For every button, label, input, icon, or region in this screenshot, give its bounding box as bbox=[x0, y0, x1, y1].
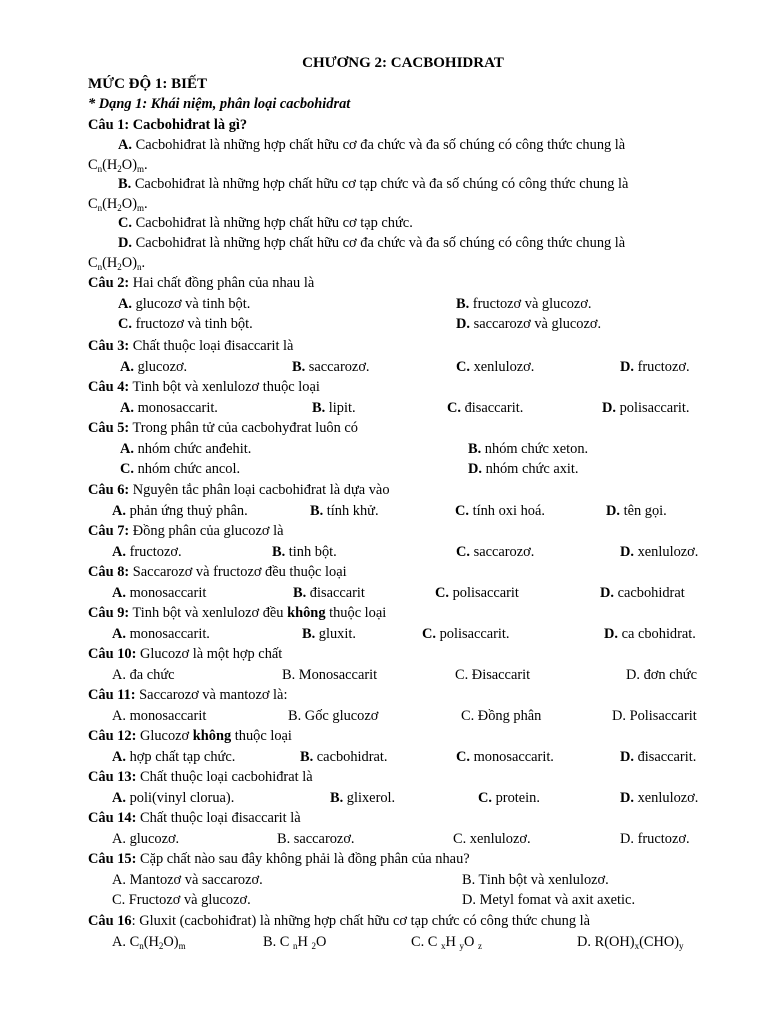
option-text: fructozơ. bbox=[129, 544, 182, 560]
question-11-option-a bbox=[112, 706, 206, 726]
option-text: C $_x$H $_y$O $_z$ bbox=[427, 934, 482, 951]
option-text: phản ứng thuỷ phân. bbox=[129, 503, 248, 519]
question-16-option-b bbox=[263, 932, 326, 956]
question-11-number: Câu 11: bbox=[88, 687, 136, 703]
question-7-option-a bbox=[112, 542, 182, 562]
question-3-option-a bbox=[120, 357, 187, 377]
option-letter: B. bbox=[310, 503, 327, 519]
option-text: Tinh bột và xenlulozơ. bbox=[478, 872, 609, 888]
question-9-text: Tinh bột và xenlulozơ đều bbox=[129, 605, 288, 621]
option-text: glixerol. bbox=[346, 790, 396, 806]
question-13-option-a bbox=[112, 788, 234, 808]
question-14-option-a bbox=[112, 829, 179, 849]
option-text: C $_n$H $_2$O bbox=[279, 934, 327, 951]
option-text: glucozơ. bbox=[137, 359, 188, 375]
option-letter: B. bbox=[293, 585, 310, 601]
option-text: Monosaccarit bbox=[298, 667, 378, 683]
question-3-stem bbox=[88, 336, 293, 356]
option-letter: D. bbox=[606, 503, 624, 519]
question-5-option-b bbox=[468, 439, 588, 459]
question-2-option-b bbox=[456, 294, 592, 314]
question-8-stem bbox=[88, 562, 347, 582]
question-14-option-c bbox=[453, 829, 531, 849]
question-9-number: Câu 9: bbox=[88, 605, 130, 621]
question-16-option-a bbox=[112, 932, 186, 956]
option-letter: C. bbox=[118, 316, 136, 332]
question-2-option-c bbox=[118, 314, 253, 334]
question-12-stem bbox=[88, 726, 292, 746]
option-letter: C. bbox=[456, 749, 474, 765]
question-3-option-d bbox=[620, 357, 690, 377]
option-letter: D. bbox=[620, 359, 638, 375]
question-9-option-b bbox=[302, 624, 356, 644]
question-16-option-d bbox=[577, 932, 684, 956]
question-11-option-d bbox=[612, 706, 697, 726]
option-text: glucozơ và tinh bột. bbox=[135, 296, 251, 312]
question-10-option-c bbox=[455, 665, 530, 685]
option-text: saccarozơ. bbox=[293, 831, 355, 847]
option-text: polisaccarit. bbox=[619, 400, 690, 416]
question-5-option-c bbox=[120, 459, 240, 479]
question-12-text-end: thuộc loại bbox=[231, 728, 292, 744]
question-3-text: Chất thuộc loại đisaccarit là bbox=[129, 338, 294, 354]
option-letter: A. bbox=[120, 400, 138, 416]
option-text: monosaccarit. bbox=[129, 626, 210, 642]
question-9-text-end: thuộc loại bbox=[325, 605, 387, 621]
q1-b-letter: B. bbox=[118, 176, 132, 192]
option-letter: C. bbox=[453, 831, 470, 847]
option-text: xenlulozơ. bbox=[473, 359, 535, 375]
option-letter: A. bbox=[112, 585, 130, 601]
option-text: đơn chức bbox=[643, 667, 697, 683]
question-10-option-a bbox=[112, 665, 175, 685]
q1-b-formula: $C_n(H_2O)_m$. bbox=[88, 195, 148, 213]
option-text: tên gọi. bbox=[623, 503, 667, 519]
question-6-option-c bbox=[455, 501, 545, 521]
question-13-option-b bbox=[330, 788, 395, 808]
question-15-option-a bbox=[112, 870, 263, 890]
q1-a-letter: A. bbox=[118, 137, 132, 153]
option-text: glucozơ. bbox=[129, 831, 180, 847]
option-text: đisaccarit. bbox=[637, 749, 697, 765]
question-13-number: Câu 13: bbox=[88, 769, 137, 785]
question-13-text: Chất thuộc loại cacbohiđrat là bbox=[136, 769, 313, 785]
option-text: gluxit. bbox=[318, 626, 356, 642]
option-text: cacbohidrat bbox=[617, 585, 685, 601]
question-5-option-a bbox=[120, 439, 251, 459]
option-letter: B. bbox=[292, 359, 309, 375]
option-letter: A. bbox=[112, 503, 130, 519]
option-text: nhóm chức ancol. bbox=[137, 461, 241, 477]
question-5-number: Câu 5: bbox=[88, 420, 130, 436]
option-letter: D. bbox=[620, 790, 638, 806]
option-text: Metyl fomat và axit axetic. bbox=[479, 892, 636, 908]
question-9-option-a bbox=[112, 624, 210, 644]
option-letter: C. bbox=[411, 934, 428, 950]
option-text: monosaccarit. bbox=[473, 749, 554, 765]
question-12-emphasis: không bbox=[192, 728, 232, 744]
question-5-text: Trong phân tử của cacbohyđrat luôn có bbox=[129, 420, 358, 436]
q1-c-text: Cacbohiđrat là những hợp chất hữu cơ tạp chức. bbox=[135, 215, 413, 231]
question-6-option-d bbox=[606, 501, 667, 521]
question-4-option-d bbox=[602, 398, 690, 418]
question-5-option-d bbox=[468, 459, 579, 479]
option-text: tinh bột. bbox=[288, 544, 337, 560]
option-text: $R(OH)_x(CHO)_y$ bbox=[594, 934, 684, 951]
question-3-option-b bbox=[292, 357, 370, 377]
option-text: saccarozơ và glucozơ. bbox=[473, 316, 602, 332]
option-letter: C. bbox=[112, 892, 129, 908]
question-11-stem bbox=[88, 685, 287, 705]
section-title: * Dạng 1: Khái niệm, phân loại cacbohidrat bbox=[88, 96, 351, 112]
option-text: Mantozơ và saccarozơ. bbox=[129, 872, 263, 888]
option-letter: B. bbox=[312, 400, 329, 416]
option-letter: D. bbox=[468, 461, 486, 477]
question-8-text: Saccarozơ và fructozơ đều thuộc loại bbox=[129, 564, 347, 580]
question-8-option-c bbox=[435, 583, 519, 603]
option-text: fructozơ và glucozơ. bbox=[472, 296, 592, 312]
option-letter: A. bbox=[112, 626, 130, 642]
question-16-stem bbox=[88, 911, 590, 931]
option-text: Đisaccarit bbox=[471, 667, 531, 683]
option-letter: D. bbox=[620, 831, 638, 847]
question-13-option-d bbox=[620, 788, 698, 808]
question-11-text: Saccarozơ và mantozơ là: bbox=[135, 687, 288, 703]
question-7-option-c bbox=[456, 542, 534, 562]
option-text: polisaccarit bbox=[452, 585, 519, 601]
question-12-option-c bbox=[456, 747, 554, 767]
question-8-option-a bbox=[112, 583, 206, 603]
option-text: fructozơ. bbox=[637, 831, 690, 847]
option-text: tính khử. bbox=[326, 503, 379, 519]
option-text: đa chức bbox=[129, 667, 175, 683]
option-letter: B. bbox=[462, 872, 479, 888]
question-4-option-c bbox=[447, 398, 523, 418]
question-6-option-b bbox=[310, 501, 379, 521]
question-7-text: Đồng phân của glucozơ là bbox=[129, 523, 284, 539]
option-text: monosaccarit bbox=[129, 585, 207, 601]
option-letter: A. bbox=[120, 441, 138, 457]
question-12-text: Glucozơ bbox=[136, 728, 193, 744]
question-14-number: Câu 14: bbox=[88, 810, 137, 826]
option-text: xenlulozơ. bbox=[469, 831, 531, 847]
option-letter: A. bbox=[112, 708, 130, 724]
question-15-number: Câu 15: bbox=[88, 851, 137, 867]
option-letter: C. bbox=[456, 544, 474, 560]
question-7-number: Câu 7: bbox=[88, 523, 130, 539]
chapter-title: CHƯƠNG 2: CACBOHIDRAT bbox=[302, 55, 504, 71]
question-8-option-d bbox=[600, 583, 685, 603]
question-11-option-b bbox=[288, 706, 378, 726]
option-letter: D. bbox=[456, 316, 474, 332]
option-letter: D. bbox=[577, 934, 595, 950]
question-4-text: Tinh bột và xenlulozơ thuộc loại bbox=[129, 379, 320, 395]
option-text: poli(vinyl clorua). bbox=[129, 790, 235, 806]
question-6-stem bbox=[88, 480, 390, 500]
question-16-number: Câu 16 bbox=[88, 913, 132, 929]
question-15-option-c bbox=[112, 890, 251, 910]
option-text: monosaccarit. bbox=[137, 400, 218, 416]
option-letter: D. bbox=[604, 626, 622, 642]
question-9-stem bbox=[88, 603, 386, 623]
option-letter: B. bbox=[277, 831, 294, 847]
question-8-option-b bbox=[293, 583, 365, 603]
q1-a-formula: $C_n(H_2O)_m$. bbox=[88, 156, 148, 174]
option-letter: C. bbox=[455, 667, 472, 683]
question-7-option-b bbox=[272, 542, 337, 562]
option-letter: C. bbox=[478, 790, 496, 806]
q1-option-d bbox=[88, 234, 716, 277]
question-9-emphasis: không bbox=[287, 605, 326, 621]
question-10-text: Glucozơ là một hợp chất bbox=[136, 646, 283, 662]
question-12-option-a bbox=[112, 747, 235, 767]
option-text: nhóm chức axit. bbox=[485, 461, 579, 477]
option-letter: B. bbox=[302, 626, 319, 642]
option-text: fructozơ. bbox=[637, 359, 690, 375]
question-14-text: Chất thuộc loại đisaccarit là bbox=[136, 810, 301, 826]
option-letter: D. bbox=[602, 400, 620, 416]
option-text: hợp chất tạp chức. bbox=[129, 749, 236, 765]
question-4-option-b bbox=[312, 398, 356, 418]
question-10-stem bbox=[88, 644, 282, 664]
question-9-option-c bbox=[422, 624, 510, 644]
option-text: xenlulozơ. bbox=[637, 790, 699, 806]
level-title: MỨC ĐỘ 1: BIẾT bbox=[88, 76, 208, 92]
option-text: monosaccarit bbox=[129, 708, 207, 724]
question-6-text: Nguyên tắc phân loại cacbohiđrat là dựa vào bbox=[129, 482, 390, 498]
option-text: Đồng phân bbox=[477, 708, 542, 724]
option-letter: C. bbox=[456, 359, 474, 375]
option-letter: A. bbox=[120, 359, 138, 375]
question-15-option-b bbox=[462, 870, 609, 890]
question-4-stem bbox=[88, 377, 320, 397]
option-letter: D. bbox=[462, 892, 480, 908]
q1-a-text: Cacbohiđrat là những hợp chất hữu cơ đa chức và đa số chúng có công thức chung là bbox=[135, 137, 626, 153]
option-letter: D. bbox=[626, 667, 644, 683]
option-letter: D. bbox=[620, 749, 638, 765]
q1-c-letter: C. bbox=[118, 215, 132, 231]
question-12-number: Câu 12: bbox=[88, 728, 137, 744]
question-5-stem bbox=[88, 418, 358, 438]
option-text: xenlulozơ. bbox=[637, 544, 699, 560]
option-text: Fructozơ và glucozơ. bbox=[128, 892, 251, 908]
option-letter: B. bbox=[456, 296, 473, 312]
option-letter: B. bbox=[330, 790, 347, 806]
question-9-option-d bbox=[604, 624, 696, 644]
option-text: nhóm chức xeton. bbox=[484, 441, 589, 457]
option-letter: A. bbox=[112, 749, 130, 765]
question-13-stem bbox=[88, 767, 313, 787]
question-14-option-d bbox=[620, 829, 690, 849]
question-2-number: Câu 2: bbox=[88, 275, 130, 291]
option-letter: A. bbox=[112, 667, 130, 683]
question-4-option-a bbox=[120, 398, 218, 418]
question-10-number: Câu 10: bbox=[88, 646, 137, 662]
q1-option-c bbox=[88, 214, 716, 234]
option-letter: D. bbox=[600, 585, 618, 601]
option-text: $C_n(H_2O)_m$ bbox=[129, 934, 186, 951]
option-letter: C. bbox=[447, 400, 465, 416]
option-letter: A. bbox=[112, 934, 130, 950]
question-16-option-c bbox=[411, 932, 482, 956]
question-14-stem bbox=[88, 808, 301, 828]
option-text: protein. bbox=[495, 790, 540, 806]
option-text: đisaccarit bbox=[309, 585, 365, 601]
question-3-number: Câu 3: bbox=[88, 338, 130, 354]
option-text: saccarozơ. bbox=[308, 359, 370, 375]
option-letter: B. bbox=[288, 708, 305, 724]
question-2-option-d bbox=[456, 314, 601, 334]
option-letter: D. bbox=[620, 544, 638, 560]
q1-d-text: Cacbohiđrat là những hợp chất hữu cơ đa chức và đa số chúng có công thức chung là bbox=[135, 235, 626, 251]
q1-option-b bbox=[88, 175, 716, 218]
option-letter: B. bbox=[272, 544, 289, 560]
option-letter: C. bbox=[455, 503, 473, 519]
q1-d-letter: D. bbox=[118, 235, 132, 251]
option-letter: C. bbox=[461, 708, 478, 724]
q1-b-text: Cacbohiđrat là những hợp chất hữu cơ tạp chức và đa số chúng có công thức chung là bbox=[134, 176, 629, 192]
option-text: saccarozơ. bbox=[473, 544, 535, 560]
question-15-text: Cặp chất nào sau đây không phải là đồng phân của nhau? bbox=[136, 851, 470, 867]
option-letter: C. bbox=[435, 585, 453, 601]
option-text: ca cbohidrat. bbox=[621, 626, 696, 642]
option-text: tính oxi hoá. bbox=[472, 503, 545, 519]
option-text: polisaccarit. bbox=[439, 626, 510, 642]
question-2-stem bbox=[88, 273, 314, 293]
question-12-option-d bbox=[620, 747, 696, 767]
option-letter: B. bbox=[282, 667, 299, 683]
question-14-option-b bbox=[277, 829, 355, 849]
question-15-stem bbox=[88, 849, 470, 869]
question-7-stem bbox=[88, 521, 283, 541]
question-12-option-b bbox=[300, 747, 388, 767]
question-16-text: : Gluxit (cacbohiđrat) là những hợp chất hữu cơ tạp chức có công thức chung là bbox=[131, 913, 591, 929]
option-text: cacbohidrat. bbox=[316, 749, 388, 765]
option-letter: A. bbox=[112, 790, 130, 806]
option-letter: A. bbox=[112, 872, 130, 888]
question-4-number: Câu 4: bbox=[88, 379, 130, 395]
option-letter: C. bbox=[422, 626, 440, 642]
question-1-label: Câu 1: Cacbohiđrat là gì? bbox=[88, 117, 248, 133]
question-7-option-d bbox=[620, 542, 698, 562]
q1-d-formula: $C_n(H_2O)_n$. bbox=[88, 254, 146, 272]
option-text: đisaccarit. bbox=[464, 400, 524, 416]
option-text: lipit. bbox=[328, 400, 356, 416]
question-3-option-c bbox=[456, 357, 534, 377]
question-2-text: Hai chất đồng phân của nhau là bbox=[129, 275, 315, 291]
option-letter: A. bbox=[112, 831, 130, 847]
option-letter: A. bbox=[112, 544, 130, 560]
question-13-option-c bbox=[478, 788, 540, 808]
option-text: Gốc glucozơ bbox=[304, 708, 379, 724]
option-letter: B. bbox=[468, 441, 485, 457]
question-15-option-d bbox=[462, 890, 635, 910]
option-letter: B. bbox=[263, 934, 280, 950]
option-text: Polisaccarit bbox=[629, 708, 697, 724]
question-6-option-a bbox=[112, 501, 248, 521]
option-letter: A. bbox=[118, 296, 136, 312]
question-11-option-c bbox=[461, 706, 541, 726]
option-text: nhóm chức anđehit. bbox=[137, 441, 252, 457]
option-text: fructozơ và tinh bột. bbox=[135, 316, 253, 332]
option-letter: C. bbox=[120, 461, 138, 477]
question-8-number: Câu 8: bbox=[88, 564, 130, 580]
option-letter: D. bbox=[612, 708, 630, 724]
question-10-option-b bbox=[282, 665, 377, 685]
question-2-option-a bbox=[118, 294, 250, 314]
option-letter: B. bbox=[300, 749, 317, 765]
q1-option-a bbox=[88, 136, 716, 179]
question-10-option-d bbox=[626, 665, 697, 685]
question-6-number: Câu 6: bbox=[88, 482, 130, 498]
